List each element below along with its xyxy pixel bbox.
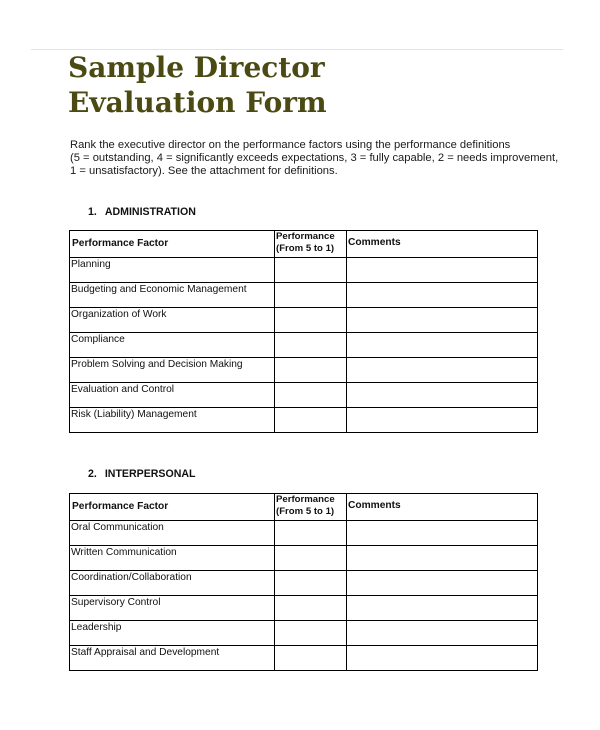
comments-cell[interactable]: [347, 358, 538, 383]
title-line-2: Evaluation Form: [68, 86, 327, 119]
column-header-performance-line-1: Performance: [276, 494, 335, 505]
table-row: [70, 408, 538, 433]
factor-cell: Evaluation and Control: [70, 383, 275, 408]
comments-cell[interactable]: [347, 408, 538, 433]
score-cell[interactable]: [275, 408, 347, 433]
column-header-performance: [275, 231, 347, 258]
column-header-performance-line-2: (From 5 to 1): [276, 243, 335, 254]
section-number: 2.: [88, 468, 97, 480]
instructions-line-1: Rank the executive director on the performance factors using the performance definitions: [70, 139, 511, 151]
score-cell[interactable]: [275, 383, 347, 408]
table-row: [70, 571, 538, 596]
score-cell[interactable]: [275, 333, 347, 358]
table-row: [70, 308, 538, 333]
table-row: [70, 596, 538, 621]
factor-cell: Problem Solving and Decision Making: [70, 358, 275, 383]
section-number: 1.: [88, 206, 97, 218]
comments-cell[interactable]: [347, 308, 538, 333]
comments-cell[interactable]: [347, 646, 538, 671]
factor-cell: Organization of Work: [70, 308, 275, 333]
factor-cell: Supervisory Control: [70, 596, 275, 621]
factor-cell: Planning: [70, 258, 275, 283]
administration-table: [69, 230, 538, 433]
score-cell[interactable]: [275, 571, 347, 596]
column-header-performance: [275, 494, 347, 521]
score-cell[interactable]: [275, 546, 347, 571]
score-cell[interactable]: [275, 308, 347, 333]
factor-cell: Staff Appraisal and Development: [70, 646, 275, 671]
table-row: [70, 383, 538, 408]
column-header-performance-line-2: (From 5 to 1): [276, 506, 335, 517]
interpersonal-table: [69, 493, 538, 671]
comments-cell[interactable]: [347, 383, 538, 408]
title-line-1: Sample Director: [68, 51, 325, 84]
comments-cell[interactable]: [347, 521, 538, 546]
factor-cell: Budgeting and Economic Management: [70, 283, 275, 308]
instructions-paragraph: [70, 139, 559, 178]
score-cell[interactable]: [275, 596, 347, 621]
column-header-performance-line-1: Performance: [276, 231, 335, 242]
factor-cell: Risk (Liability) Management: [70, 408, 275, 433]
score-cell[interactable]: [275, 258, 347, 283]
table-row: [70, 333, 538, 358]
comments-cell[interactable]: [347, 571, 538, 596]
table-row: [70, 358, 538, 383]
factor-cell: Oral Communication: [70, 521, 275, 546]
table-row: [70, 646, 538, 671]
column-header-factor: Performance Factor: [70, 231, 275, 258]
table-header-row: [70, 231, 538, 258]
factor-cell: Compliance: [70, 333, 275, 358]
column-header-factor: Performance Factor: [70, 494, 275, 521]
score-cell[interactable]: [275, 646, 347, 671]
table-header-row: [70, 494, 538, 521]
factor-cell: Written Communication: [70, 546, 275, 571]
instructions-line-3: 1 = unsatisfactory). See the attachment for definitions.: [70, 165, 338, 177]
table-row: [70, 258, 538, 283]
comments-cell[interactable]: [347, 258, 538, 283]
comments-cell[interactable]: [347, 546, 538, 571]
score-cell[interactable]: [275, 621, 347, 646]
comments-cell[interactable]: [347, 333, 538, 358]
comments-cell[interactable]: [347, 621, 538, 646]
table-row: [70, 283, 538, 308]
table-row: [70, 546, 538, 571]
page-title: [68, 50, 327, 120]
factor-cell: Leadership: [70, 621, 275, 646]
section-title: INTERPERSONAL: [104, 468, 196, 480]
section-title: ADMINISTRATION: [104, 206, 196, 218]
score-cell[interactable]: [275, 358, 347, 383]
score-cell[interactable]: [275, 283, 347, 308]
comments-cell[interactable]: [347, 283, 538, 308]
instructions-line-2: (5 = outstanding, 4 = significantly exceeds expectations, 3 = fully capable, 2 = needs improvement,: [70, 152, 559, 164]
column-header-comments: Comments: [347, 231, 538, 258]
comments-cell[interactable]: [347, 596, 538, 621]
table-row: [70, 521, 538, 546]
factor-cell: Coordination/Collaboration: [70, 571, 275, 596]
section-heading-administration: [88, 206, 196, 218]
table-row: [70, 621, 538, 646]
section-heading-interpersonal: [88, 468, 196, 480]
score-cell[interactable]: [275, 521, 347, 546]
column-header-comments: Comments: [347, 494, 538, 521]
